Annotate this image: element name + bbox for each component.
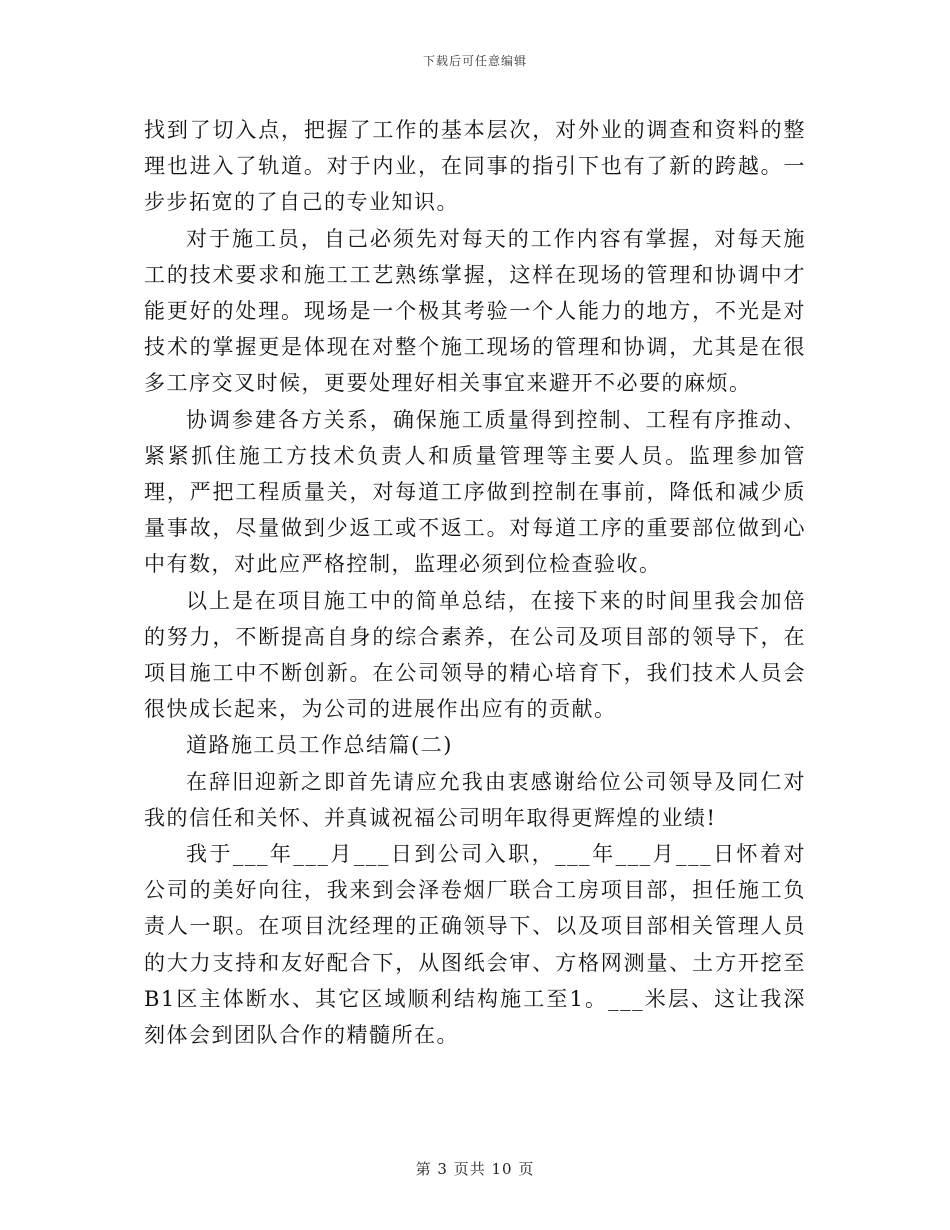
paragraph-3: 协调参建各方关系，确保施工质量得到控制、工程有序推动、紧紧抓住施工方技术负责人和质量管理等主要人员。监理参加管理，严把工程质量关，对每道工序做到控制在事前，降低和减少质量事故，尽量做到少返工或不返工。对每道工序的重要部位做到心中有数，对此应严格控制，监理必须到位检查验收。 bbox=[144, 407, 806, 577]
page-number: 第 3 页共 10 页 bbox=[415, 1160, 535, 1178]
document-body bbox=[144, 112, 806, 1053]
paragraph-5: 在辞旧迎新之即首先请应允我由衷感谢给位公司领导及同仁对我的信任和关怀、并真诚祝福公司明年取得更辉煌的业绩! bbox=[144, 769, 806, 830]
paragraph-1: 找到了切入点，把握了工作的基本层次，对外业的调查和资料的整理也进入了轨道。对于内业，在同事的指引下也有了新的跨越。一步步拓宽的了自己的专业知识。 bbox=[144, 118, 806, 215]
paragraph-4: 以上是在项目施工中的简单总结，在接下来的时间里我会加倍的努力，不断提高自身的综合素养，在公司及项目部的领导下，在项目施工中不断创新。在公司领导的精心培育下，我们技术人员会很快成长起来，为公司的进展作出应有的贡献。 bbox=[144, 588, 806, 722]
page-header-note: 下载后可任意编辑 bbox=[422, 54, 527, 68]
section-heading: 道路施工员工作总结篇(二) bbox=[186, 733, 453, 758]
paragraph-2: 对于施工员，自己必须先对每天的工作内容有掌握，对每天施工的技术要求和施工工艺熟练掌握，这样在现场的管理和协调中才能更好的处理。现场是一个极其考验一个人能力的地方，不光是对技术的掌握更是体现在对整个施工现场的管理和协调，尤其是在很多工序交叉时候，更要处理好相关事宜来避开不必要的麻烦。 bbox=[144, 226, 806, 396]
paragraph-6: 我于___年___月___日到公司入职，___年___月___日怀着对公司的美好向往，我来到会泽卷烟厂联合工房项目部，担任施工负责人一职。在项目沈经理的正确领导下、以及项目部相关管理人员的大力支持和友好配合下，从图纸会审、方格网测量、土方开挖至B1区主体断水、其它区域顺利结构施工至1。___米层、这让我深刻体会到团队合作的精髓所在。 bbox=[144, 842, 806, 1048]
